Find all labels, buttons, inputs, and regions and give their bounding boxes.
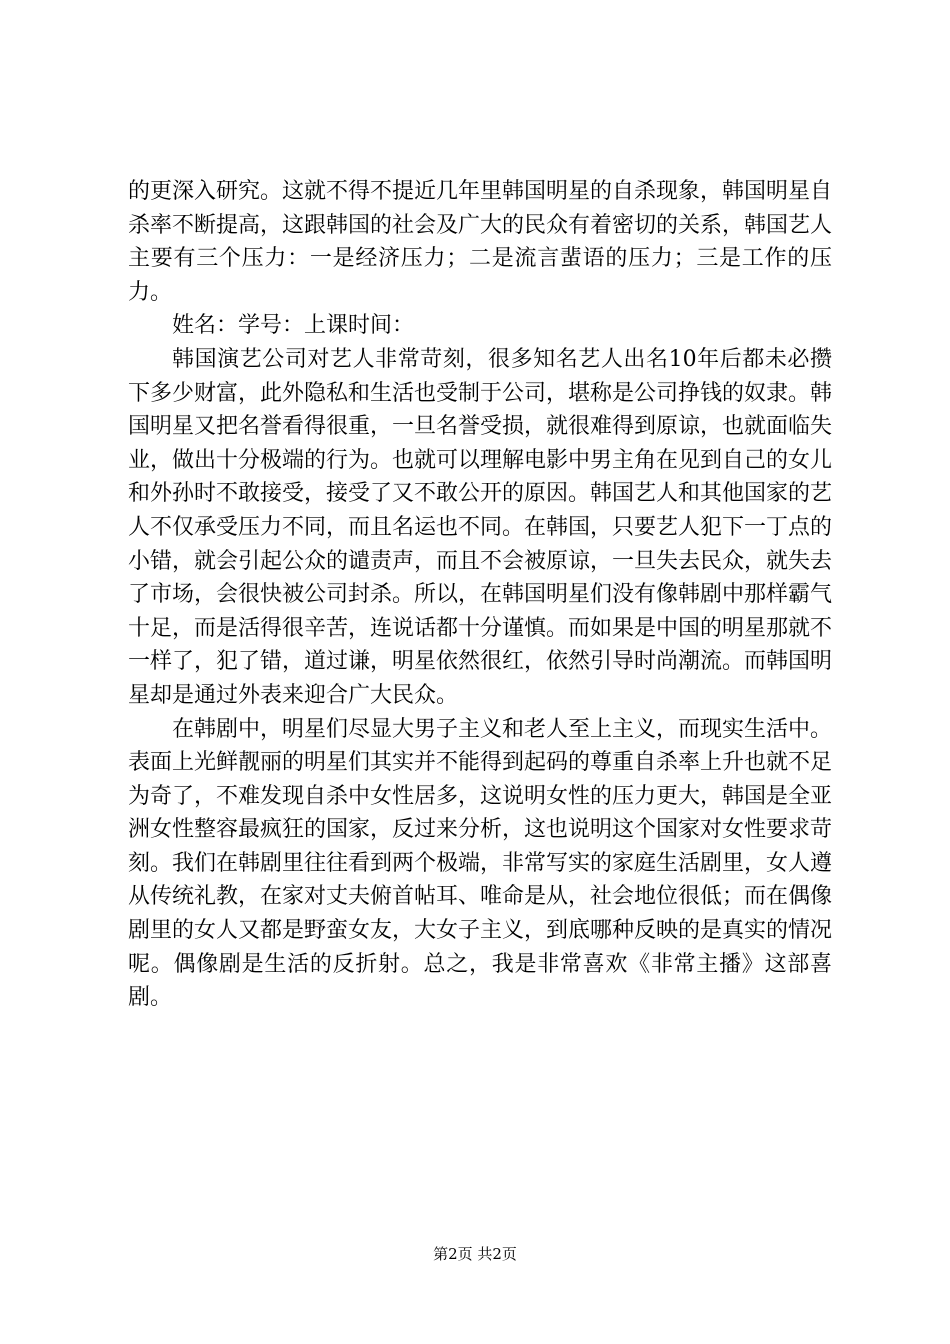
document-body — [128, 175, 832, 1015]
paragraph-continued: 的更深入研究。这就不得不提近几年里韩国明星的自杀现象，韩国明星自杀率不断提高，这跟韩国的社会及广大的民众有着密切的关系，韩国艺人主要有三个压力：一是经济压力；二是流言蜚语的压力；三是工作的压力。 — [128, 179, 833, 305]
paragraph-drama-reflection: 在韩剧中，明星们尽显大男子主义和老人至上主义，而现实生活中。表面上光鲜靓丽的明星们其实并不能得到起码的尊重自杀率上升也就不足为奇了，不难发现自杀中女性居多，这说明女性的压力更大，韩国是全亚洲女性整容最疯狂的国家，反过来分析，这也说明这个国家对女性要求苛刻。我们在韩剧里往往看到两个极端，非常写实的家庭生活剧里，女人遵从传统礼教，在家对丈夫俯首帖耳、唯命是从，社会地位很低；而在偶像剧里的女人又都是野蛮女友，大女子主义，到底哪种反映的是真实的情况呢。偶像剧是生活的反折射。总之，我是非常喜欢《非常主播》这部喜剧。 — [128, 716, 833, 1011]
page-footer: 第2页 共2页 — [433, 1245, 517, 1263]
paragraph-student-info: 姓名：学号：上课时间： — [172, 313, 415, 339]
paragraph-pressure: 韩国演艺公司对艺人非常苛刻，很多知名艺人出名10年后都未必攒下多少财富，此外隐私和生活也受制于公司，堪称是公司挣钱的奴隶。韩国明星又把名誉看得很重，一旦名誉受损，就很难得到原谅，也就面临失业，做出十分极端的行为。也就可以理解电影中男主角在见到自己的女儿和外孙时不敢接受，接受了又不敢公开的原因。韩国艺人和其他国家的艺人不仅承受压力不同，而且名运也不同。在韩国，只要艺人犯下一丁点的小错，就会引起公众的谴责声，而且不会被原谅，一旦失去民众，就失去了市场，会很快被公司封杀。所以，在韩国明星们没有像韩剧中那样霸气十足，而是活得很辛苦，连说话都十分谨慎。而如果是中国的明星那就不一样了，犯了错，道过谦，明星依然很红，依然引导时尚潮流。而韩国明星却是通过外表来迎合广大民众。 — [128, 346, 833, 708]
